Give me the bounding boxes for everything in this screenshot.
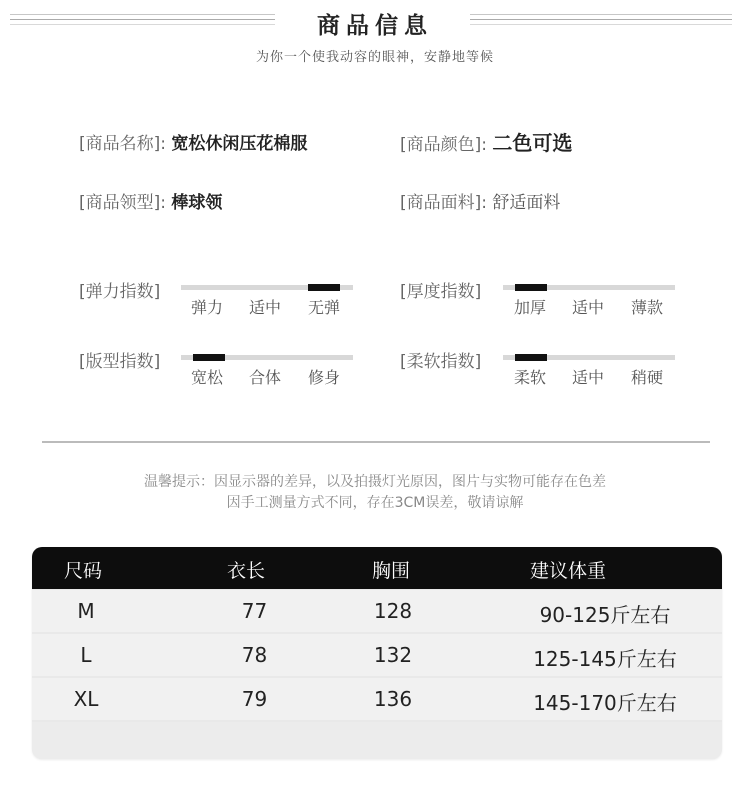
info-name-value: 宽松休闲压花棉服 [171, 134, 308, 154]
softness-tick-3: 稍硬 [631, 368, 664, 387]
info-collar-label: [商品领型]: [79, 193, 166, 213]
elasticity-index-label: [弹力指数] [79, 282, 161, 302]
fit-index-track [181, 355, 353, 360]
cell-size: XL [73, 687, 99, 711]
elasticity-tick-1: 弹力 [191, 298, 224, 317]
cell-size: M [77, 599, 95, 623]
softness-index-track [503, 355, 675, 360]
thickness-index-indicator [515, 284, 547, 291]
header-length: 衣长 [227, 560, 266, 582]
elasticity-tick-2: 适中 [249, 298, 282, 317]
softness-tick-1: 柔软 [514, 368, 547, 387]
fit-index-label: [版型指数] [79, 352, 161, 372]
page-subtitle: 为你一个使我动容的眼神，安静地等候 [255, 50, 494, 65]
elasticity-index-track [181, 285, 353, 290]
thickness-tick-2: 适中 [572, 298, 605, 317]
cell-size: L [80, 643, 92, 667]
cell-length: 77 [241, 599, 268, 623]
header-chest: 胸围 [372, 560, 411, 582]
softness-index-indicator [515, 354, 547, 361]
table-row [32, 678, 722, 720]
fit-index-indicator [193, 354, 225, 361]
softness-index-label: [柔软指数] [400, 352, 482, 372]
softness-tick-2: 适中 [572, 368, 605, 387]
info-color-value: 二色可选 [492, 131, 573, 155]
cell-length: 78 [241, 643, 268, 667]
elasticity-index-indicator [308, 284, 340, 291]
section-header [0, 0, 750, 80]
fit-tick-2: 合体 [249, 368, 282, 387]
info-fabric [400, 188, 560, 213]
table-row-empty [32, 722, 722, 759]
cell-length: 79 [241, 687, 268, 711]
fit-tick-1: 宽松 [191, 368, 224, 387]
cell-weight: 90-125斤左右 [539, 603, 671, 627]
info-color-label: [商品颜色]: [400, 135, 487, 155]
info-fabric-value: 舒适面料 [492, 193, 561, 213]
info-collar-value: 棒球领 [171, 193, 223, 213]
info-name-label: [商品名称]: [79, 134, 166, 154]
size-table-header [32, 547, 722, 589]
header-size: 尺码 [64, 560, 103, 582]
thickness-index-track [503, 285, 675, 290]
cell-weight: 145-170斤左右 [533, 691, 677, 715]
header-weight: 建议体重 [530, 560, 607, 582]
table-row [32, 634, 722, 676]
thickness-tick-3: 薄款 [631, 298, 664, 317]
page-title: 商品信息 [317, 13, 433, 39]
info-fabric-label: [商品面料]: [400, 193, 487, 213]
cell-weight: 125-145斤左右 [533, 647, 677, 671]
thickness-index-label: [厚度指数] [400, 282, 482, 302]
cell-chest: 128 [373, 599, 413, 623]
cell-chest: 136 [373, 687, 413, 711]
cell-chest: 132 [373, 643, 413, 667]
size-table [32, 547, 722, 759]
info-collar [79, 188, 222, 213]
section-divider [42, 441, 710, 443]
thickness-tick-1: 加厚 [514, 298, 547, 317]
fit-tick-3: 修身 [308, 368, 341, 387]
table-row [32, 590, 722, 632]
info-name [79, 129, 307, 154]
tip-line-2: 因手工测量方式不同，存在3CM误差，敬请谅解 [226, 495, 524, 511]
elasticity-tick-3: 无弹 [308, 298, 341, 317]
tip-line-1: 温馨提示：因显示器的差异，以及拍摄灯光原因，图片与实物可能存在色差 [144, 474, 606, 490]
info-color [400, 127, 572, 156]
